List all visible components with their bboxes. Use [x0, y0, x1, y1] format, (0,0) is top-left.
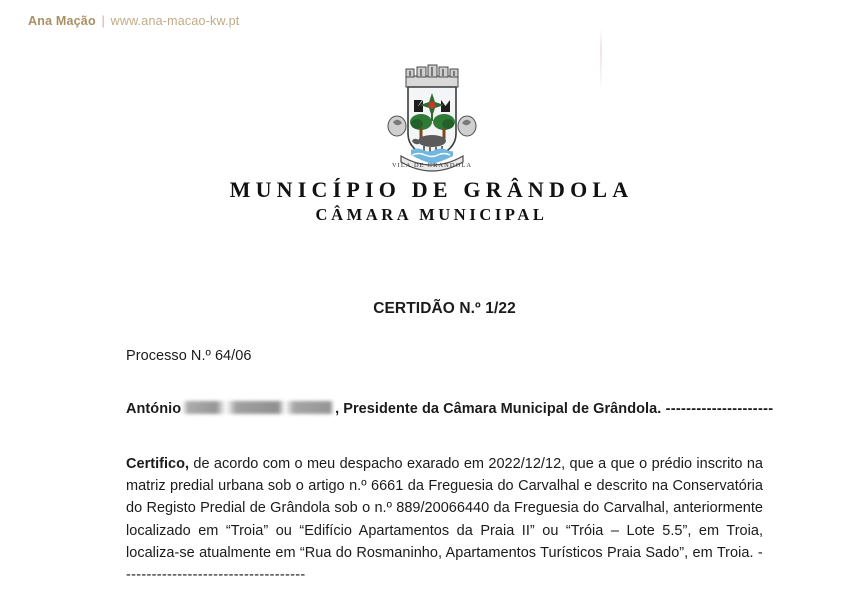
certificate-paragraph — [126, 453, 763, 586]
certificate-text: de acordo com o meu despacho exarado em 2022/12/12, que a que o prédio inscrito na matriz predial urbana sob o artigo n.º 6661 da Freguesia do Carvalhal e descrito na Conservatória do Registo Predial de Grândola sob o n.º 889/20066440 da Freguesia do Carvalhal, anteriormente localizado em “Troia” ou “Edifício Apartamentos da Praia II” ou “Tróia – Lote 5.5”, em Troia, localiza-se atualmente em “Rua do Rosmaninho, Apartamentos Turísticos Praia Sado”, em Troia. — [126, 456, 763, 561]
redacted-name-block — [182, 401, 334, 414]
certifico-lead: Certifico, — [126, 456, 190, 472]
coat-of-arms-container — [0, 62, 863, 174]
process-number: Processo N.º 64/06 — [126, 348, 252, 364]
attribution-url: www.ana-macao-kw.pt — [110, 14, 240, 28]
president-statement — [126, 401, 774, 417]
attribution-author: Ana Mação — [28, 14, 96, 28]
president-role: , Presidente da Câmara Municipal de Grândola. — [335, 401, 662, 417]
president-first-name: António — [126, 401, 182, 417]
municipal-coat-of-arms-icon — [379, 62, 485, 174]
attribution-separator: | — [101, 14, 105, 28]
attribution-watermark — [28, 14, 239, 28]
paragraph-trailing-dashes: ------------------------------------ — [126, 544, 763, 584]
department-name: CÂMARA MUNICIPAL — [315, 205, 548, 225]
document-body — [126, 300, 774, 586]
institution-heading — [0, 178, 863, 226]
municipality-name: MUNICÍPIO DE GRÂNDOLA — [229, 177, 634, 202]
certificate-title: CERTIDÃO N.º 1/22 — [373, 300, 516, 317]
svg-text:VILA DE GRANDOLA: VILA DE GRANDOLA — [391, 162, 472, 169]
president-line-dashes: --------------------- — [661, 401, 774, 417]
